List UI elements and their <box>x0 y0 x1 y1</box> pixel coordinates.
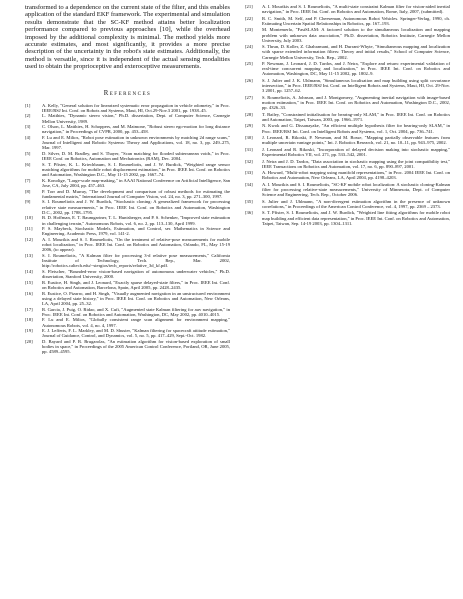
reference-text: K. Konolige, "Large-scale map-making," in AAAI National Conference on Artificial Intelligence, San Jose, CA, July 2004, pp. 457–463. <box>42 177 230 188</box>
reference-item <box>25 307 230 317</box>
reference-item <box>245 61 450 76</box>
reference-text: S. Thrun, D. Koller, Z. Ghahramani, and H. Durrant-Whyte, "Simultaneous mapping and localization with sparse extended information filters: Theory and initial results," School of Computer Science, Carnegie Mellon University, Tech. Rep., 2002. <box>262 44 450 60</box>
reference-number: [14] <box>25 269 33 274</box>
reference-number: [18] <box>25 317 33 323</box>
reference-item <box>245 16 450 26</box>
reference-number: [35] <box>245 198 253 204</box>
reference-number: [3] <box>25 124 31 130</box>
reference-number: [11] <box>25 226 33 232</box>
reference-number: [10] <box>25 215 33 221</box>
reference-text: S. Julier and J. Uhlmann, "A non-divergent estimation algorithm in the presence of unknown correlations," in Proceedings of the American Control Conference, vol. 4, 1997, pp. 2369 – 2373. <box>262 198 450 209</box>
reference-item <box>245 112 450 122</box>
reference-text: A. Howard, "Multi-robot mapping using manifold representations," in Proc. 2004 IEEE Int. Conf. on Robotics and Automation, New Orleans, LA, April 2004, pp. 4198–4203. <box>262 170 450 181</box>
reference-number: [21] <box>245 4 253 9</box>
reference-text: T. Bailey, "Constrained initialisation for bearing-only SLAM," in Proc. IEEE Int. Conf. on Robotics and Automation, Taipei, Taiwan, 2003, pp. 1966–1971. <box>262 111 450 122</box>
reference-item <box>25 189 230 199</box>
reference-text: A. I. Mourikis and S. I. Roumeliotis, "SC-KF mobile robot localization: A stochastic cloning-Kalman filter for processing relative-state measurements," University of Minnesota, Dept. of Computer Science and Engineering, Tech. Rep., October 2006. <box>262 181 450 198</box>
conclusion-paragraph: transformed to a dependence on the current state of the filter, and this enables application of the standard EKF framework. The experimental and simulation results demonstrate that the SC-KF method attains better localization performance compared to previous approaches [10], while the overhead imposed by the additional complexity is minimal. The method yields more accurate estimates, and most significantly, it provides a more precise description of the uncertainty in the robot's state estimates. Additionally, the method is versatile, since it is independent of the actual sensing modalities used to obtain the proprioceptive and exteroceptive measurements. <box>25 4 230 71</box>
reference-text: S. Roumeliotis, A. Johnson, and J. Montgomery, "Augmenting inertial navigation with image-based motion estimation," in Proc. IEEE Int. Conf. on Robotics and Automation, Washington D.C., 2002, pp. 4326–33. <box>262 94 450 111</box>
reference-item <box>245 210 450 225</box>
right-column <box>245 4 450 227</box>
reference-text: S. I. Roumeliotis and J. W. Burdick, "Stochastic cloning: A generalized framework for processing relative state measurements," in Proc. IEEE Int. Conf. on Robotics and Automation, Washington D.C., 2002, pp. 1788–1795. <box>42 199 230 215</box>
reference-number: [26] <box>245 77 253 83</box>
reference-item <box>25 280 230 290</box>
reference-text: P. Newman, J. Leonard, J. D. Tardos, and J. Neira, "Explore and return: experimental validation of real-time concurrent mapping and localization," in Proc. IEEE Int. Conf. on Robotics and Automation, Washington, DC, May 11-15 2002, pp. 1802–9. <box>262 61 450 77</box>
reference-item <box>25 103 230 113</box>
reference-item <box>245 170 450 180</box>
reference-text: P. Torr and D. Murray, "The development and comparison of robust methods for estimating the fundamental matrix," International Journal of Computer Vision, vol. 24, no. 3, pp. 271–300, 1997. <box>42 188 230 199</box>
reference-text: B. D. Hoffman, E. T. Baumgartner, T. L. Huntsberger, and P. S. Schenker, "Improved state estimation in challenging terrain," Autonomous Robots, vol. 6, no. 2, pp. 113–130, April 1999. <box>42 215 230 226</box>
reference-text: P. S. Maybeck, Stochastic Models, Estimation, and Control, ser. Mathematics in Science and Engineering. Academic Press, 1979, vol. 141-2. <box>42 226 230 237</box>
reference-item <box>245 135 450 145</box>
reference-item <box>245 27 450 42</box>
reference-text: E. J. Lefferts, F. L. Markley, and M. D. Shuster, "Kalman filtering for spacecraft attitude estimation," Journal of Guidance, Control, and Dynamics, vol. 5, no. 5, pp. 417–429, Sept.-Oct. 1982. <box>42 328 230 339</box>
reference-item <box>245 4 450 14</box>
reference-text: N. Kwok and G. Dissanayake, "An efficient multiple hypothesis filter for bearing-only SLAM," in Proc. IEEE/RSJ Int. Conf. on Intelligent Robots and Systems, vol. 1, Oct. 2004, pp. 736–741. <box>262 123 450 134</box>
reference-text: J. Leonard and R. Rikoski, "Incorporation of delayed decision making into stochastic mapping," Experimental Robotics VII, vol. 271, pp. 533–542, 2001. <box>262 146 450 157</box>
reference-item <box>25 135 230 150</box>
reference-text: A. I. Mourikis and S. I. Roumeliotis, "On the treatment of relative-pose measurements for mobile robot localization," in Proc. IEEE Int. Conf. on Robotics and Automation, Orlando, FL, May 15-19 2006, (to appear). <box>42 237 230 253</box>
reference-item <box>245 182 450 197</box>
reference-text: F. Lu and E. Milios, "Globally consistent range scan alignment for environment mapping," Autonomous Robots, vol. 4, no. 4, 1997. <box>42 317 230 328</box>
reference-text: A. I. Mourikis and S. I. Roumeliotis, "A multi-state constraint Kalman filter for vision-aided inertial navigation," in Proc. IEEE Int. Conf. on Robotics and Automation, Rome, Italy, 2007, (submitted). <box>262 4 450 15</box>
reference-item <box>25 162 230 177</box>
reference-text: R. Garcia, J. Puig, O. Ridao, and X. Cufi, "Augmented state Kalman filtering for auv navigation," in Proc. IEEE Int. Conf. on Robotics and Automation, Washington, DC, May 2002, pp. 4010–4015. <box>42 306 230 317</box>
reference-item <box>25 226 230 236</box>
reference-number: [2] <box>25 113 31 119</box>
reference-text: R. C. Smith, M. Self, and P. Cheeseman, Autonomous Robot Vehicles. Springer-Verlag, 1990, ch. Estimating Uncertain Spatial Relationships in Robotics, pp. 167–193. <box>262 15 450 26</box>
reference-number: [31] <box>245 146 253 152</box>
reference-item <box>245 147 450 157</box>
reference-item <box>245 123 450 133</box>
reference-number: [15] <box>25 279 33 285</box>
reference-number: [16] <box>25 290 33 296</box>
reference-number: [32] <box>245 158 253 164</box>
reference-number: [12] <box>25 237 33 243</box>
reference-item <box>25 317 230 327</box>
reference-item <box>25 124 230 134</box>
reference-number: [9] <box>25 199 31 205</box>
references-heading: References <box>103 89 152 97</box>
reference-item <box>25 253 230 268</box>
reference-text: C. Olson, L. Matthies, H. Schoppers, and M. Maimone, "Robust stereo ego-motion for long distance navigation," in Proceedings of CVPR, 2000, pp. 453–458. <box>42 124 230 135</box>
reference-number: [29] <box>245 123 253 129</box>
reference-number: [25] <box>245 61 253 67</box>
reference-text: R. Eustice, O. Pizarro, and H. Singh, "Visually augmented navigation in an unstructured environment using a delayed state history," in Proc. IEEE Int. Conf. on Robotics and Automation, New Orleans, LA, April 2004, pp. 25–32. <box>42 290 230 306</box>
reference-text: A. Kelly, "General solution for linearized systematic error propagation in vehicle odometry," in Proc. IEEE/RSJ Int. Conf. on Robots and Systems, Maui, HI, Oct.29-Nov.3 2001, pp. 1938–45. <box>42 102 230 113</box>
reference-text: D. Silver, D. M. Bradley, and S. Thayer, "Scan matching for flooded subterranean voids," in Proc. IEEE Conf. on Robotics, Automation and Mechatronics (RAM), Dec. 2004. <box>42 151 230 162</box>
reference-item <box>245 159 450 169</box>
reference-number: [19] <box>25 328 33 334</box>
reference-number: [5] <box>25 151 31 157</box>
reference-text: D. Bayard and P. B. Brugarolas, "An estimation algorithm for vision-based exploration of small bodies in space," in Proceedings of the 2005 American Control Conference, Portland, OR, June 2005, pp. 4589–4595. <box>42 339 230 355</box>
reference-number: [22] <box>245 15 253 21</box>
reference-number: [24] <box>245 44 253 50</box>
reference-number: [28] <box>245 111 253 117</box>
reference-text: F. Lu and E. Milios, "Robot pose estimation in unknown environments by matching 2d range scans," Journal of Intelligent and Robotic Systems: Theory and Applications, vol. 18, no. 3, pp. 249–275, Mar. 1997. <box>42 135 230 151</box>
reference-text: S. T. Pfister, S. I. Roumeliotis, and J. W. Burdick, "Weighted line fitting algorithms for mobile robot map building and efficient data representation," in Proc. IEEE Int. Conf. on Robotics and Automation, Taipei, Taiwan, Sep. 14-19 2003, pp. 1304–1311. <box>262 210 450 226</box>
reference-number: [36] <box>245 210 253 216</box>
reference-text: S. Fleischer, "Bounded-error vision-based navigation of autonomous underwater vehicles," Ph.D. dissertation, Stanford University, 2000. <box>42 269 230 280</box>
reference-item <box>25 215 230 225</box>
reference-text: J. Neira and J. D. Tardos, "Data association in stochastic mapping using the joint compatibility test," IEEE Transactions on Robotics and Automation, vol. 17, no. 6, pp. 890–897, 2001. <box>262 158 450 169</box>
reference-item <box>245 199 450 209</box>
reference-item <box>25 151 230 161</box>
reference-item <box>25 178 230 188</box>
reference-number: [17] <box>25 306 33 312</box>
reference-number: [13] <box>25 253 33 259</box>
references-list-right <box>245 4 450 226</box>
reference-item <box>245 95 450 110</box>
reference-text: J. Leonard, R. Rikoski, P. Newman, and M. Bosse, "Mapping partially observable features from multiple uncertain vantage points," Int. J. Robotics Research, vol. 21, no. 10–11, pp. 943–975, 2002. <box>262 135 450 146</box>
reference-number: [33] <box>245 170 253 176</box>
reference-number: [8] <box>25 188 31 194</box>
reference-number: [1] <box>25 102 31 108</box>
reference-text: L. Matthies, "Dynamic stereo vision," Ph.D. dissertation, Dept. of Computer Science, Carnegie Mellon University, 1989. <box>42 113 230 124</box>
reference-item <box>25 339 230 354</box>
reference-text: M. Montemerlo, "FastSLAM: A factored solution to the simultaneous localization and mapping problem with unknown data association," Ph.D. dissertation, Robotics Institute, Carnegie Mellon University, July 2003. <box>262 27 450 43</box>
left-column <box>25 4 230 355</box>
reference-number: [20] <box>25 339 33 345</box>
reference-number: [34] <box>245 181 253 187</box>
reference-number: [4] <box>25 135 31 141</box>
references-list-left <box>25 103 230 355</box>
reference-item <box>25 269 230 279</box>
reference-item <box>25 291 230 306</box>
reference-item <box>25 328 230 338</box>
reference-number: [23] <box>245 27 253 33</box>
reference-item <box>25 113 230 123</box>
reference-text: R. Eustice, H. Singh, and J. Leonard, "Exactly sparse delayed-state filters," in Proc. IEEE Int. Conf. on Robotics and Automation, Barcelona, Spain, April 2005, pp. 2428–2435. <box>42 279 230 290</box>
reference-number: [30] <box>245 135 253 141</box>
reference-text: S. J. Julier and J. K. Uhlmann, "Simultaneous localisation and map building using split covariance intersection," in Proc. IEEE/RSJ Int. Conf. on Intelligent Robots and Systems, Maui, HI, Oct. 29-Nov. 3 2001, pp. 1257–62. <box>262 77 450 94</box>
reference-item <box>245 78 450 93</box>
reference-text: S. I. Roumeliotis, "A Kalman filter for processing 3-d relative pose measurements," California Institute of Technology, Tech. Rep., Mar. 2002, http://robotics.caltech.edu/~stergios/tech_reports/relative_3d_kf.pdf. <box>42 253 230 269</box>
reference-number: [7] <box>25 177 31 183</box>
reference-item <box>245 44 450 59</box>
reference-number: [27] <box>245 94 253 100</box>
reference-item <box>25 237 230 252</box>
reference-text: S. T. Pfister, K. L. Kriechbaum, S. I. Roumeliotis, and J. W. Burdick, "Weighted range sensor matching algorithms for mobile robot displacement estimation," in Proc. IEEE Int. Conf. on Robotics and Automation, Washington D.C., May 11-15 2002, pp. 1667–74. <box>42 161 230 178</box>
reference-item <box>25 199 230 214</box>
reference-number: [6] <box>25 161 31 167</box>
